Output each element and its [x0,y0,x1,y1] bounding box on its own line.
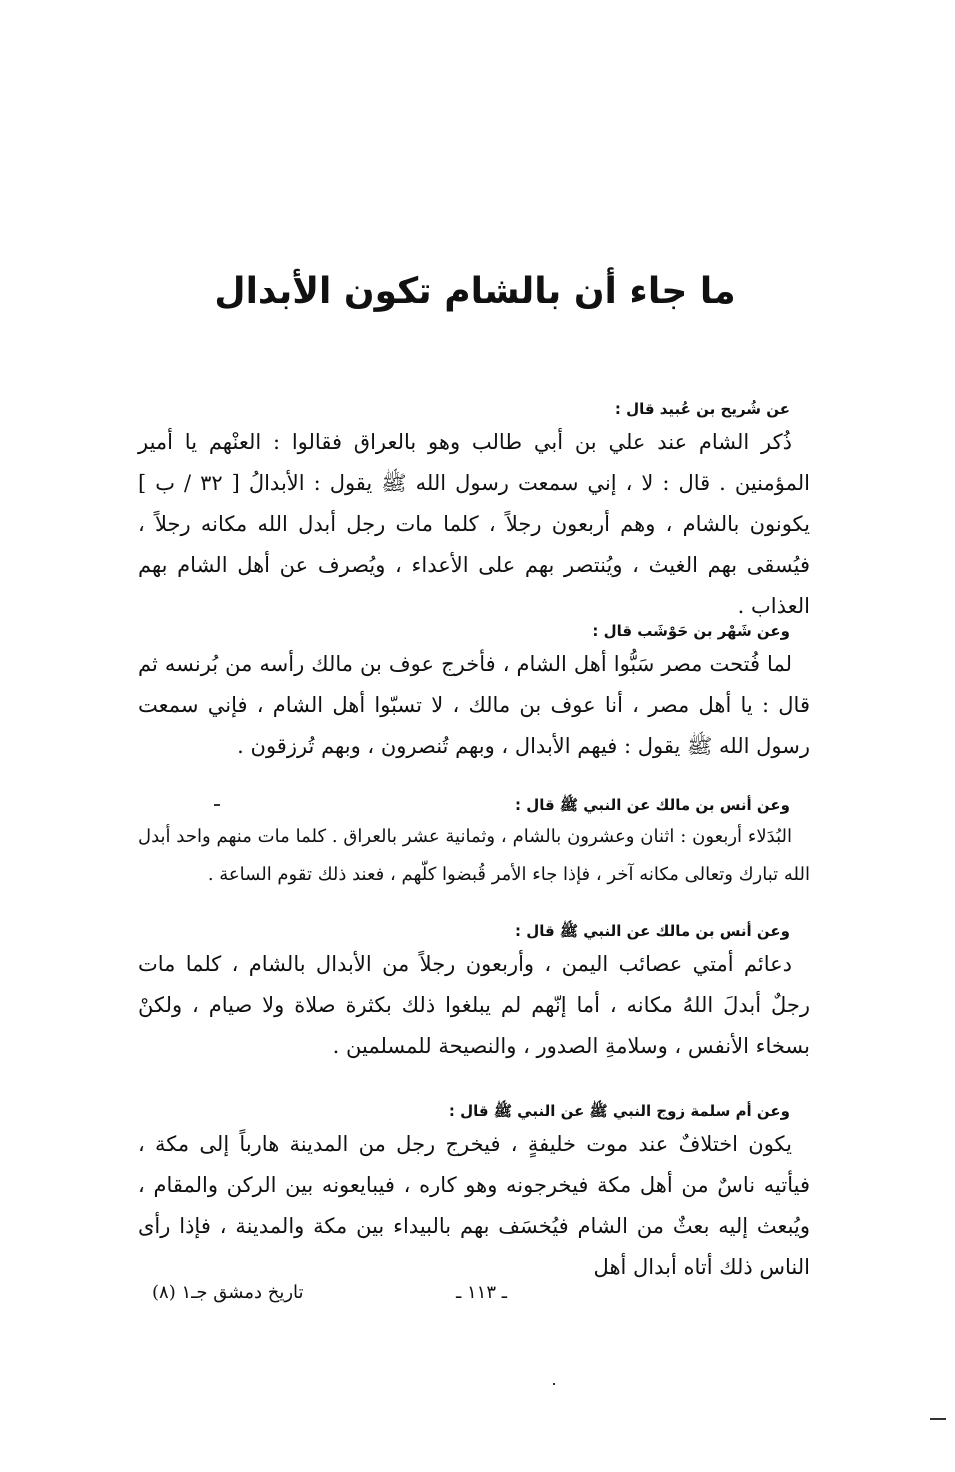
hadith-section-4 [138,918,810,1067]
section-text: البُدَلاء أربعون : اثنان وعشرون بالشام ، وثمانية عشر بالعراق . كلما مات منهم واحد أبدل الله تبارك وتعالى مكانه آخر ، فإذا جاء الأمر قُبضوا كلّهم ، فعند ذلك تقوم الساعة . [138,826,810,885]
section-intro: وعن أنس بن مالك عن النبي ﷺ قال : [514,922,790,940]
book-source-label: تاريخ دمشق جـ١ (٨) [152,1282,304,1303]
hadith-section-2 [138,618,810,767]
section-text: لما فُتحت مصر سَبُّوا أهل الشام ، فأخرج عوف بن مالك رأسه من بُرنسه ثم قال : يا أهل مصر ، أنا عوف بن مالك ، لا تسبّوا أهل الشام ، فإني سمعت رسول الله ﷺ يقول : فيهم الأبدال ، وبهم تُنصرون ، وبهم تُرزقون . [138,652,810,758]
section-text: دعائم أمتي عصائب اليمن ، وأربعون رجلاً من الأبدال بالشام ، كلما مات رجلٌ أبدلَ اللهُ مكانه ، أما إنّهم لم يبلغوا ذلك بكثرة صلاة ولا صيام ، ولكنْ بسخاء الأنفس ، وسلامةِ الصدور ، والنصيحة للمسلمين . [138,952,810,1058]
section-intro: وعن شَهْر بن حَوْشَب قال : [592,622,790,640]
hadith-section-5 [138,1098,810,1288]
page-number: ـ ١١٣ ـ [456,1282,508,1303]
section-intro: وعن أم سلمة زوج النبي ﷺ عن النبي ﷺ قال : [448,1102,790,1120]
page-footer [138,1278,810,1308]
hadith-section-1 [138,396,810,627]
section-intro: وعن أنس بن مالك عن النبي ﷺ قال : [514,796,790,814]
scan-edge-mark [930,1418,946,1420]
section-text: يكون اختلافٌ عند موت خليفةٍ ، فيخرج رجل من المدينة هارباً إلى مكة ، فيأتيه ناسٌ من أهل مكة فيخرجونه وهو كاره ، فيبايعونه بين الركن والمقام ، ويُبعث إليه بعثٌ من الشام فيُخسَف بهم بالبيداء بين مكة والمدينة ، فإذا رأى الناس ذلك أتاه أبدال أهل [138,1132,810,1279]
scan-speck [553,1383,555,1385]
hadith-section-3 [138,792,810,894]
chapter-title: ما جاء أن بالشام تكون الأبدال [214,271,736,312]
section-intro: عن شُريح بن عُبيد قال : [614,400,790,418]
section-text: ذُكر الشام عند علي بن أبي طالب وهو بالعراق فقالوا : العنْهم يا أمير المؤمنين . قال : لا ، إني سمعت رسول الله ﷺ يقول : الأبدالُ [ ٣٢ / ب ] يكونون بالشام ، وهم أربعون رجلاً ، كلما مات رجل أبدل الله مكانه رجلاً ، فيُسقى بهم الغيث ، ويُنتصر بهم على الأعداء ، ويُصرف عن أهل الشام بهم العذاب . [138,430,810,618]
scan-speck [214,804,220,806]
